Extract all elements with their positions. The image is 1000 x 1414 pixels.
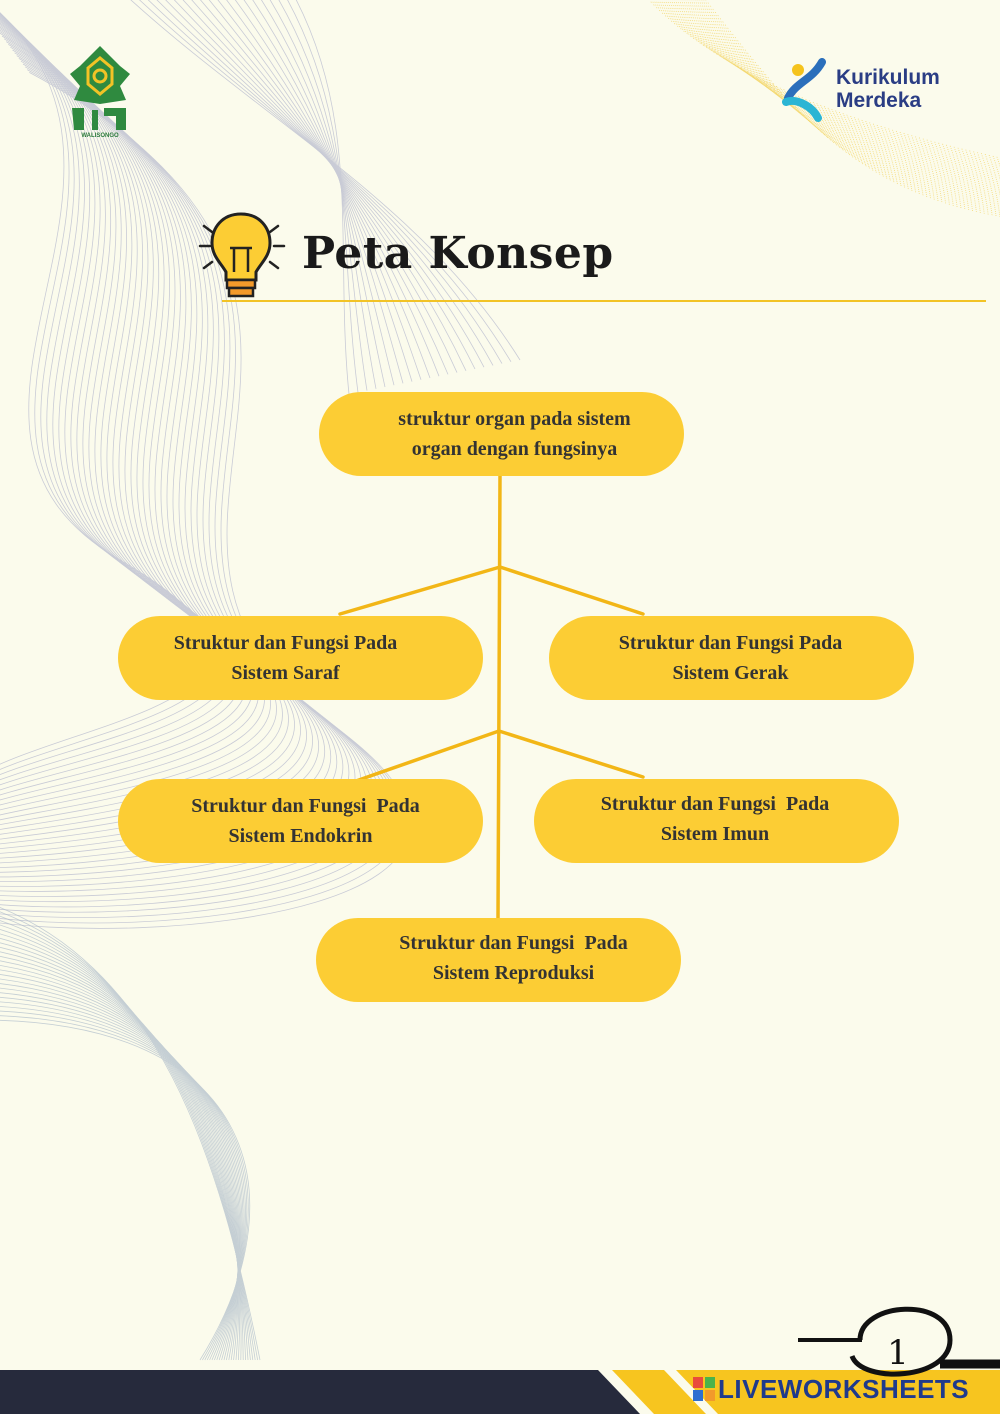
kurikulum-label: Kurikulum <box>836 66 940 89</box>
connector-imun <box>499 731 643 777</box>
node-gerak-line1: Struktur dan Fungsi Pada <box>618 632 843 654</box>
connector-endokrin <box>356 731 499 781</box>
node-endokrin-line1: Struktur dan Fungsi Pada <box>191 795 420 817</box>
node-reproduksi-line2: Sistem Reproduksi <box>432 962 595 984</box>
concept-node-reproduksi <box>316 918 681 1002</box>
node-endokrin-line2: Sistem Endokrin <box>228 825 373 847</box>
concept-node-imun <box>534 779 899 863</box>
merdeka-label: Merdeka <box>836 89 922 112</box>
node-imun-line2: Sistem Imun <box>660 823 770 845</box>
node-gerak-line2: Sistem Gerak <box>672 662 789 684</box>
node-reproduksi-line1: Struktur dan Fungsi Pada <box>399 932 628 954</box>
walisongo-logo-text: WALISONGO <box>81 133 119 139</box>
page-number: 1 <box>887 1333 909 1373</box>
liveworksheets-watermark: LIVEWORKSHEETS <box>718 1374 970 1404</box>
node-saraf-line2: Sistem Saraf <box>231 662 340 684</box>
connector-trunk <box>498 476 500 918</box>
node-root-line1: struktur organ pada sistem <box>398 408 631 430</box>
connector-saraf <box>340 567 500 614</box>
concept-node-saraf <box>118 616 483 700</box>
concept-node-endokrin <box>118 779 483 863</box>
concept-node-root <box>319 392 684 476</box>
concept-node-gerak <box>549 616 914 700</box>
node-saraf-line1: Struktur dan Fungsi Pada <box>173 632 398 654</box>
node-imun-line1: Struktur dan Fungsi Pada <box>600 793 830 815</box>
liveworksheets-logo-icon <box>692 1376 716 1402</box>
connector-gerak <box>500 567 643 614</box>
node-root-line2: organ dengan fungsinya <box>411 438 618 460</box>
page-title: Peta Konsep <box>302 228 614 279</box>
